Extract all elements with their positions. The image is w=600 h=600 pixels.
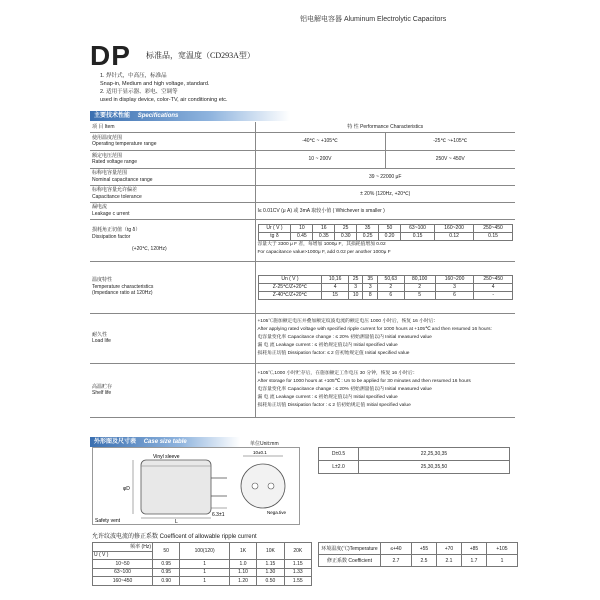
ripple-cell: 1.15 xyxy=(284,560,311,569)
shelf-line: 电容量变化率 Capacitance change : ≤ 20% 初始测量值以内 Initial measured value xyxy=(257,387,432,392)
ripple-freq: 20K xyxy=(284,543,311,560)
series-name: DP xyxy=(90,40,131,71)
rated-v-cn: 额定电压范围 xyxy=(92,152,123,159)
ripple-cell: 1 xyxy=(180,568,229,577)
negative-label: Nega.tive xyxy=(267,510,287,515)
temp-char-value-cell: 4 xyxy=(322,283,348,291)
shelf-line: +105℃,1000 小时贮存后，在施加额定工作电压 30 分钟，恢复 16 小时后： xyxy=(257,371,418,376)
coef-cell: 2.5 xyxy=(411,555,436,567)
spec-section-header xyxy=(90,111,290,121)
case-section-en: Case size table xyxy=(143,439,187,445)
op-temp-en: Operating temperature range xyxy=(92,141,157,147)
row-temp-char xyxy=(90,261,255,313)
feature-line: 1. 焊针式，中高压，标准品 xyxy=(100,73,167,79)
coef-cell: 2.1 xyxy=(436,555,461,567)
df-value-cell: 0.15 xyxy=(474,232,513,240)
ripple-cell: 0.95 xyxy=(153,560,180,569)
load-line: 电容量变化率 Capacitance change : ≤ 20% 初始测量值以内 Initial measured value xyxy=(257,335,432,340)
df-header-cell: 250~450 xyxy=(474,224,513,232)
temp-char-value-cell: 15 xyxy=(322,291,348,299)
op-temp-v1: -40℃ ~ +105℃ xyxy=(255,132,385,150)
ripple-cell: 0.50 xyxy=(257,577,284,586)
shelf-line: After storage for 1000 hours at +105℃ : Un to be applied for 30 minutes and then resumed 16 hours xyxy=(257,379,471,384)
temp-char-header-cell: 50,63 xyxy=(378,275,404,283)
catalog-category: 铝电解电容器 Aluminum Electrolytic Capacitors xyxy=(300,16,447,23)
load-line: 损耗角正切值 Dissipation factor: ≤ 2 倍初始规定值 Initial specified value xyxy=(257,351,410,356)
df-value-cell: 0.20 xyxy=(379,232,401,240)
temp-char-header-cell: 80,100 xyxy=(404,275,435,283)
row-cap-tol xyxy=(90,185,255,202)
df-header-cell: Ur ( V ) xyxy=(258,224,291,232)
row-load xyxy=(90,313,255,363)
ripple-freq: 1K xyxy=(229,543,256,560)
temp-char-value-cell: 2 xyxy=(404,283,435,291)
temp-char-header-cell: 250~450 xyxy=(474,275,513,283)
ripple-cell: 10~50 xyxy=(93,560,153,569)
ripple-cell: 1.10 xyxy=(229,568,256,577)
shelf-cell xyxy=(255,363,515,417)
vent-label: Safety vent xyxy=(95,518,121,524)
row-rated-v xyxy=(90,150,255,168)
feature-line: 2. 适用于显示器、彩电、空调等 xyxy=(100,89,178,95)
load-en: Load life xyxy=(92,338,111,344)
temp-cell: ≤+40 xyxy=(381,543,412,555)
df-note-en: For capacitance value>1000μ F, add 0.02 per another 1000μ F xyxy=(257,249,391,255)
temp-char-value-cell: 3 xyxy=(435,283,474,291)
feature-list xyxy=(100,72,228,104)
coef-cell: 1.7 xyxy=(461,555,486,567)
length-label: L xyxy=(175,519,178,524)
ripple-u-label: U ( V ) xyxy=(93,551,153,560)
dim-label: D±0.5 xyxy=(319,448,359,461)
shelf-en: Shelf life xyxy=(92,390,112,396)
shelf-line: 漏 电 流 Leakage current : ≤ 初始规定值以内 Initial specified value xyxy=(257,395,398,400)
shelf-cn: 高温贮存 xyxy=(92,383,113,390)
df-value-cell: 0.15 xyxy=(401,232,435,240)
spec-section-cn: 主要技术性能 xyxy=(94,113,131,119)
load-line: 漏 电 流 Leakage current : ≤ 初始规定值以内 Initial specified value xyxy=(257,343,398,348)
dim-values: 25,30,35,50 xyxy=(359,461,510,474)
temp-cell: +70 xyxy=(436,543,461,555)
df-value-cell: 0.12 xyxy=(435,232,474,240)
df-table xyxy=(258,224,514,241)
ripple-cell: 1.55 xyxy=(284,577,311,586)
leak-v: I≤ 0.01CV (μ A) 或 3mA 取较小值 ( Whichever is smaller ) xyxy=(255,202,515,219)
temp-char-table xyxy=(258,275,514,300)
unit-label: 单位Unit:mm xyxy=(250,441,279,447)
ripple-cell: 1 xyxy=(180,560,229,569)
shelf-line: 损耗角正切值 Dissipation factor : ≤ 2 倍初始规定值 Initial specified value xyxy=(257,403,411,408)
load-line: +105℃施加额定电压并叠加额定纹波电流的额定电压 1000 小时后，恢复 16 小时后： xyxy=(257,319,439,324)
capacitor-drawing xyxy=(93,448,299,524)
ripple-cell: 1.30 xyxy=(257,568,284,577)
temp-cell: +85 xyxy=(461,543,486,555)
leak-cn: 漏电流 xyxy=(92,204,108,210)
temp-char-value-cell: 8 xyxy=(363,291,378,299)
temp-char-value-cell: 4 xyxy=(474,283,513,291)
op-temp-v2: -25℃ ~+105℃ xyxy=(385,132,515,150)
case-diagram xyxy=(92,447,300,525)
df-header-cell: 10 xyxy=(291,224,313,232)
df-value-cell: 0.35 xyxy=(313,232,335,240)
df-value-cell: 0.45 xyxy=(291,232,313,240)
df-header-cell: 16 xyxy=(313,224,335,232)
rated-v-v1: 10 ~ 200V xyxy=(255,150,385,168)
ripple-freq: 50 xyxy=(153,543,180,560)
temp-char-cell xyxy=(255,261,515,313)
ripple-title: 允许纹波电流的修正系数 Coefficent of allowable ripple current xyxy=(92,534,257,540)
temp-char-value-cell: 3 xyxy=(363,283,378,291)
ripple-cell: 1.0 xyxy=(229,560,256,569)
df-cond: (+20℃, 120Hz) xyxy=(132,246,167,253)
temp-char-value-cell: - xyxy=(474,291,513,299)
ripple-cell: 0.95 xyxy=(153,568,180,577)
df-value-cell: tg δ xyxy=(258,232,291,240)
df-en: Dissipation factor xyxy=(92,233,131,240)
dim-label: L±2.0 xyxy=(319,461,359,474)
row-op-temp xyxy=(90,132,255,150)
feature-line: used in display device, color-TV, air conditioning etc. xyxy=(100,97,228,103)
ripple-freq: 10K xyxy=(257,543,284,560)
ripple-freq: 100(120) xyxy=(180,543,229,560)
df-value-cell: 0.25 xyxy=(357,232,379,240)
ripple-cell: 1 xyxy=(180,577,229,586)
diameter-label: φD xyxy=(123,486,130,492)
rated-v-v2: 250V ~ 450V xyxy=(385,150,515,168)
coef-cell: 1 xyxy=(486,555,517,567)
temp-char-value-cell: 2 xyxy=(378,283,404,291)
temp-char-en2: (Impedance ratio at 120Hz) xyxy=(92,290,153,297)
temp-char-en: Temperature characteristics xyxy=(92,283,154,290)
temp-char-header-cell: 25 xyxy=(348,275,363,283)
dimension-table xyxy=(318,447,510,474)
load-cn: 耐久性 xyxy=(92,331,108,338)
df-header-cell: 35 xyxy=(357,224,379,232)
df-header-cell: 50 xyxy=(379,224,401,232)
row-shelf xyxy=(90,363,255,417)
df-cell xyxy=(255,219,515,261)
spec-head-item: 项 目 Item xyxy=(90,122,255,132)
temp-char-header-cell: 10,16 xyxy=(322,275,348,283)
row-df xyxy=(90,219,255,261)
df-cn: 损耗角正切值（tg δ） xyxy=(92,227,141,234)
temp-char-header-cell: 160~200 xyxy=(435,275,474,283)
ripple-cell: 0.90 xyxy=(153,577,180,586)
ripple-cell: 63~100 xyxy=(93,568,153,577)
spec-table xyxy=(90,122,515,418)
temp-cell: +55 xyxy=(411,543,436,555)
feature-line: Snap-in, Medium and high voltage, standard. xyxy=(100,81,210,87)
op-temp-cn: 使用温度范围 xyxy=(92,134,123,141)
temp-char-value-cell: Z-40℃/Z+20℃ xyxy=(258,291,322,299)
ripple-cell: 1.15 xyxy=(257,560,284,569)
temp-char-value-cell: 5 xyxy=(404,291,435,299)
dim-values: 22,25,30,35 xyxy=(359,448,510,461)
temp-cell: +105 xyxy=(486,543,517,555)
case-section-header xyxy=(90,437,240,447)
df-header-cell: 63~100 xyxy=(401,224,435,232)
coef-label: 修正系数 Coefficient xyxy=(319,555,381,567)
ripple-table xyxy=(92,542,312,586)
temp-coef-table xyxy=(318,542,518,567)
df-header-cell: 25 xyxy=(335,224,357,232)
df-value-cell: 0.30 xyxy=(335,232,357,240)
ripple-cell: 1.20 xyxy=(229,577,256,586)
spec-section-en: Specifications xyxy=(137,113,179,119)
cap-tol-v: ± 20% (120Hz, +20℃) xyxy=(255,185,515,202)
leak-en: Leakage c urrent xyxy=(92,210,130,217)
temp-char-value-cell: Z-25℃/Z+20℃ xyxy=(258,283,322,291)
df-header-cell: 160~200 xyxy=(435,224,474,232)
row-cap-range xyxy=(90,168,255,185)
temp-label: 环境温度(℃)Temperature xyxy=(319,543,381,555)
cap-tol-en: Capacitance tolerance xyxy=(92,193,142,200)
temp-char-header-cell: Un ( V ) xyxy=(258,275,322,283)
series-subtitle: 标准品，宽温度（CD293A型） xyxy=(146,51,255,60)
ripple-cell: 1.33 xyxy=(284,568,311,577)
cap-range-v: 39 ~ 22000 μF xyxy=(255,168,515,185)
temp-char-value-cell: 6 xyxy=(378,291,404,299)
ripple-freq-label: 频率 (Hz) xyxy=(93,543,153,552)
cap-range-cn: 标称电容量范围 xyxy=(92,170,128,176)
coef-cell: 2.7 xyxy=(381,555,412,567)
load-line: After applying rated voltage with specified ripple current for 1000 hours at +105℃ and then resumed 16 hours: xyxy=(257,327,492,332)
ripple-cell: 160~450 xyxy=(93,577,153,586)
load-cell xyxy=(255,313,515,363)
pitch-label: 10±0.1 xyxy=(253,450,267,455)
temp-char-header-cell: 35 xyxy=(363,275,378,283)
temp-char-value-cell: 10 xyxy=(348,291,363,299)
case-section-cn: 外形图及尺寸表 xyxy=(94,439,137,445)
lead-dim-label: 6.3±1 xyxy=(212,512,225,518)
cap-range-en: Nominal capacitance range xyxy=(92,176,153,183)
rated-v-en: Rated voltage range xyxy=(92,159,138,165)
temp-char-value-cell: 6 xyxy=(435,291,474,299)
row-leak xyxy=(90,202,255,219)
sleeve-label: Vinyl sleeve xyxy=(153,454,180,460)
spec-head-char: 特 性 Performance Characteristics xyxy=(255,122,515,132)
cap-tol-cn: 标称电容量允许偏差 xyxy=(92,187,138,193)
df-note-cn: 容量大于 3300 μ F 者，每增加 1000μ F，其损耗值增加 0.02 xyxy=(257,241,386,247)
temp-char-cn: 温度特性 xyxy=(92,277,113,284)
temp-char-value-cell: 3 xyxy=(348,283,363,291)
